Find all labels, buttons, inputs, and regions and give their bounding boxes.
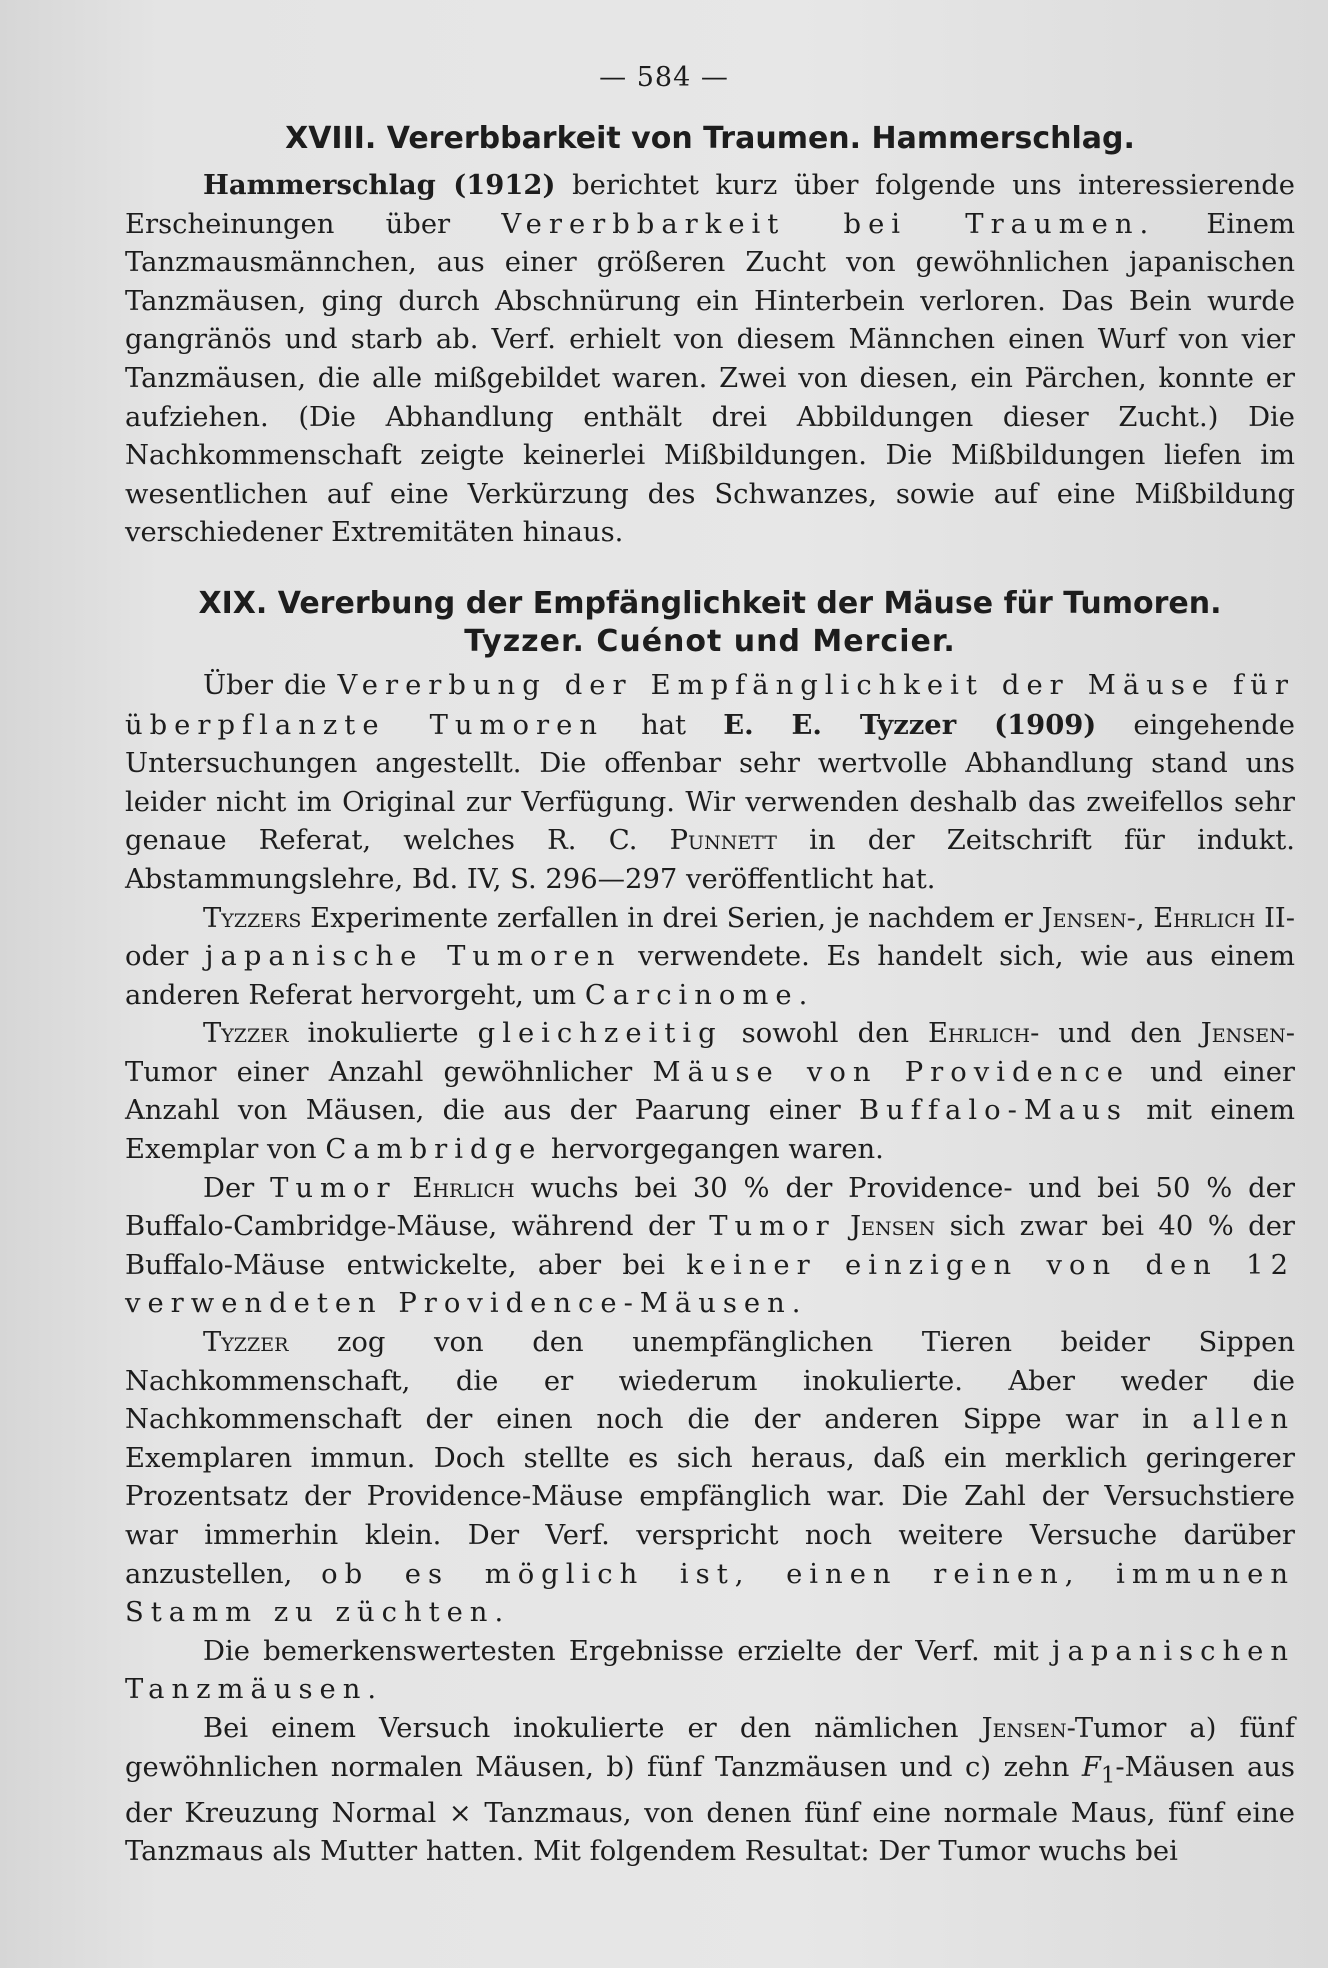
spaced-emphasis: keiner einzigen von den 12 verwendeten Providence-Mäusen. bbox=[125, 1249, 1295, 1320]
page-content bbox=[125, 120, 1295, 1872]
author-citation: E. E. Tyzzer (1909) bbox=[723, 708, 1097, 741]
page-number: — 584 — bbox=[599, 62, 729, 93]
author-name: Tyzzers bbox=[203, 902, 302, 934]
spaced-emphasis: japanische Tumoren bbox=[205, 941, 622, 973]
paragraph-tumor-results: Der Tumor Ehrlich wuchs bei 30 % der Providence- und bei 50 % der Buffalo-Cambridge-Mäuse, während der Tumor Jensen sich zwar bei 40 % der Buffalo-Mäuse entwickelte, aber bei keiner einzigen von den 12 verwendeten Providence-Mäusen. bbox=[125, 1172, 1295, 1320]
spaced-emphasis: ob es möglich ist, einen reinen, immunen Stamm zu züchten. bbox=[125, 1558, 1295, 1629]
paragraph-tyzzer-intro: Über die Vererbung der Empfänglichkeit der Mäuse für überpflanzte Tumoren hat E. E. Tyzzer (1909) eingehende Untersuchungen angestellt. Die offenbar sehr wertvolle Abhandlung stand uns leider nicht im Original zur Verfügung. Wir verwenden deshalb das zweifellos sehr genaue Referat, welches R. C. Punnett in der Zeitschrift für indukt. Abstammungslehre, Bd. IV, S. 296—297 veröffentlicht hat. bbox=[125, 669, 1295, 895]
paragraph-hammerschlag: Hammerschlag (1912) berichtet kurz über folgende uns interessierende Erscheinungen über Vererbbarkeit bei Traumen. Einem Tanzmausmännchen, aus einer größeren Zucht von gewöhnlichen japanischen Tanzmäusen, ging durch Abschnürung ein Hinterbein verloren. Das Bein wurde gangränös und starb ab. Verf. erhielt von diesem Männchen einen Wurf von vier Tanzmäusen, die alle mißgebildet waren. Zwei von diesen, ein Pärchen, konnte er aufziehen. (Die Abhandlung enthält drei Abbildungen dieser Zucht.) Die Nachkommenschaft zeigte keinerlei Mißbildungen. Die Mißbildungen liefen im wesentlichen auf eine Verkürzung des Schwanzes, sowie auf eine Mißbildung verschiedener Extremitäten hinaus. bbox=[125, 169, 1295, 549]
spaced-emphasis: Cambridge bbox=[325, 1134, 543, 1166]
author-name: Jensen bbox=[981, 1712, 1067, 1744]
paragraph-dancing-mice: Die bemerkenswertesten Ergebnisse erzielte der Verf. mit japanischen Tanzmäusen. bbox=[125, 1635, 1295, 1706]
author-name: Tyzzer bbox=[203, 1327, 289, 1359]
spaced-emphasis: Vererbung der Empfänglichkeit der Mäuse für überpflanzte Tumoren bbox=[125, 669, 1295, 741]
spaced-emphasis: Buffalo-Maus bbox=[858, 1095, 1128, 1127]
author-name: Punnett bbox=[669, 825, 777, 857]
author-name: Jensen-, Ehrlich bbox=[1041, 902, 1256, 934]
spaced-emphasis: allen bbox=[1192, 1404, 1295, 1436]
paragraph-offspring: Tyzzer zog von den unempfänglichen Tieren beider Sippen Nachkommenschaft, die er wiederum inokulierte. Aber weder die Nachkommenschaft der einen noch die der anderen Sippe war in allen Exemplaren immun. Doch stellte es sich heraus, daß ein merklich geringerer Prozentsatz der Providence-Mäuse empfänglich war. Die Zahl der Versuchstiere war immerhin klein. Der Verf. verspricht noch weitere Versuche darüber anzustellen, ob es möglich ist, einen reinen, immunen Stamm zu züchten. bbox=[125, 1327, 1295, 1629]
author-name: Jensen bbox=[850, 1211, 936, 1243]
spaced-emphasis: Tumor bbox=[709, 1211, 836, 1243]
math-symbol: F bbox=[1081, 1751, 1101, 1783]
author-name: Tyzzer bbox=[203, 1018, 289, 1050]
spaced-emphasis: Tumor bbox=[270, 1172, 397, 1204]
paragraph-experiment-series: Tyzzers Experimente zerfallen in drei Serien, je nachdem er Jensen-, Ehrlich II- oder japanische Tumoren verwendete. Es handelt sich, wie aus einem anderen Referat hervorgeht, um Carcinome. bbox=[125, 902, 1295, 1011]
section-subheading-xix: Tyzzer. Cuénot und Mercier. bbox=[464, 623, 956, 659]
author-citation: Hammerschlag (1912) bbox=[203, 169, 556, 201]
spaced-emphasis: gleichzeitig bbox=[477, 1018, 723, 1050]
section-heading-xviii: XVIII. Vererbbarkeit von Traumen. Hammerschlag. bbox=[285, 121, 1135, 156]
spaced-emphasis: Carcinome. bbox=[584, 979, 815, 1011]
author-name: Ehrlich- bbox=[928, 1018, 1040, 1050]
math-subscript: 1 bbox=[1100, 1762, 1116, 1789]
paragraph-inoculation: Tyzzer inokulierte gleichzeitig sowohl den Ehrlich- und den Jensen-Tumor einer Anzahl gewöhnlicher Mäuse von Providence und einer Anzahl von Mäusen, die aus der Paarung einer Buffalo-Maus mit einem Exemplar von Cambridge hervorgegangen waren. bbox=[125, 1018, 1295, 1166]
section-heading-xix: XIX. Vererbung der Empfänglichkeit der Mäuse für Tumoren. bbox=[198, 585, 1222, 621]
paragraph-experiment-detail: Bei einem Versuch inokulierte er den nämlichen Jensen-Tumor a) fünf gewöhnlichen normalen Mäusen, b) fünf Tanzmäusen und c) zehn $F_1$-Mäusen aus der Kreuzung Normal × Tanzmaus, von denen fünf eine normale Maus, fünf eine Tanzmaus als Mutter hatten. Mit folgendem Resultat: Der Tumor wuchs bei bbox=[125, 1712, 1295, 1868]
spaced-emphasis: Vererbbarkeit bei Traumen. bbox=[501, 208, 1156, 240]
spaced-emphasis: Mäuse von Providence bbox=[652, 1056, 1130, 1088]
spaced-emphasis: japanischen Tanzmäusen. bbox=[125, 1635, 1295, 1706]
author-name: Jensen bbox=[1200, 1018, 1286, 1050]
author-name: Ehrlich bbox=[412, 1172, 515, 1204]
